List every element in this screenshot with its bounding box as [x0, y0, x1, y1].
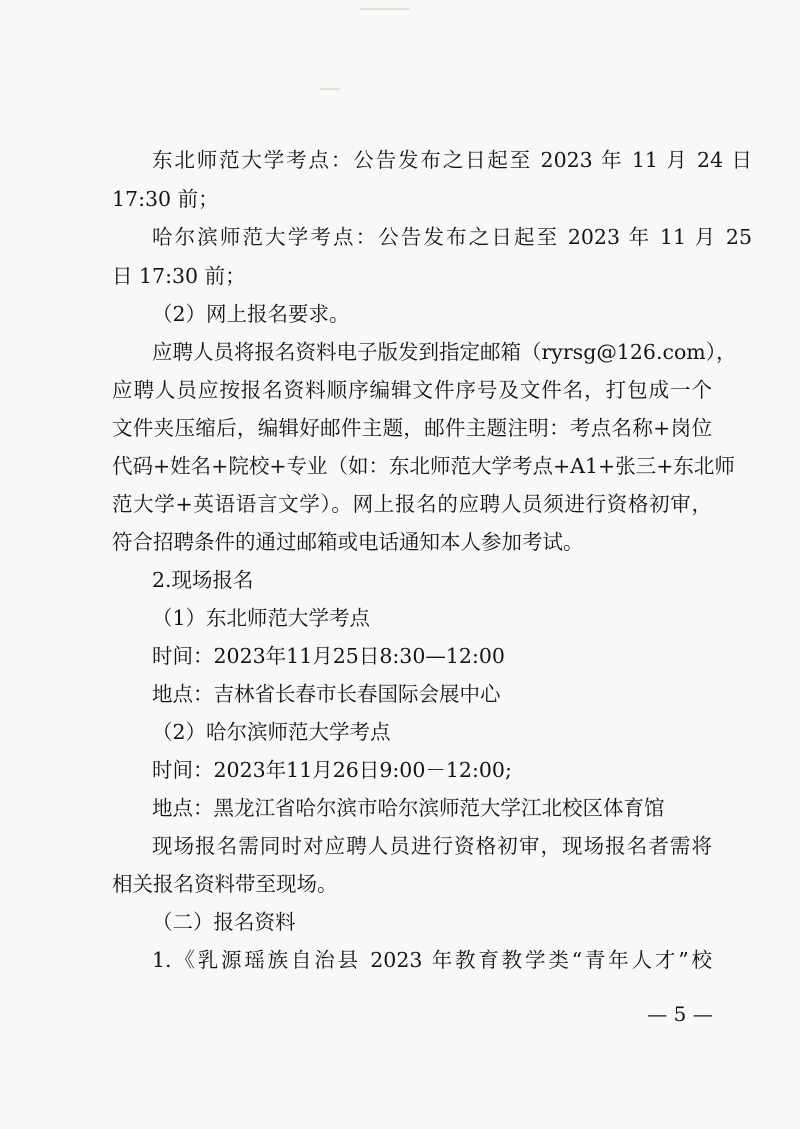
text-line: 现场报名需同时对应聘人员进行资格初审，现场报名者需将 — [152, 834, 712, 858]
text-line: 时间：2023年11月26日9:00－12:00; — [152, 758, 512, 782]
text-line: （2）网上报名要求。 — [152, 302, 350, 326]
text-line: 范大学+英语语言文学）。网上报名的应聘人员须进行资格初审， — [112, 492, 712, 516]
text-line: 地点：吉林省长春市长春国际会展中心 — [152, 682, 501, 706]
text-line: 文件夹压缩后，编辑好邮件主题，邮件主题注明：考点名称+岗位 — [112, 416, 712, 440]
scan-artifact — [360, 8, 410, 10]
section-heading: （二）报名资料 — [152, 910, 296, 934]
section-heading: 2.现场报名 — [152, 568, 254, 592]
text-line: 1.《乳源瑶族自治县 2023 年教育教学类“青年人才”校 — [152, 948, 712, 972]
page-number: — 5 — — [647, 1002, 713, 1026]
text-line: 时间：2023年11月25日8:30—12:00 — [152, 644, 505, 668]
text-line: 应聘人员将报名资料电子版发到指定邮箱（ryrsg@126.com）， — [152, 340, 737, 364]
subsection-heading: （2）哈尔滨师范大学考点 — [152, 720, 391, 744]
text-line: 地点：黑龙江省哈尔滨市哈尔滨师范大学江北校区体育馆 — [152, 796, 665, 820]
text-line: 哈尔滨师范大学考点：公告发布之日起至 2023 年 11 月 25 — [152, 225, 752, 249]
text-line: 17:30 前； — [112, 187, 219, 211]
text-line: 日 17:30 前； — [112, 264, 246, 288]
text-line: 符合招聘条件的通过邮箱或电话通知本人参加考试。 — [112, 530, 584, 554]
text-line: 相关报名资料带至现场。 — [112, 872, 338, 896]
subsection-heading: （1）东北师范大学考点 — [152, 606, 371, 630]
scan-artifact — [320, 88, 340, 90]
text-line: 东北师范大学考点：公告发布之日起至 2023 年 11 月 24 日 — [152, 148, 752, 172]
text-line: 代码+姓名+院校+专业（如：东北师范大学考点+A1+张三+东北师 — [112, 454, 735, 478]
text-line: 应聘人员应按报名资料顺序编辑文件序号及文件名，打包成一个 — [112, 378, 712, 402]
